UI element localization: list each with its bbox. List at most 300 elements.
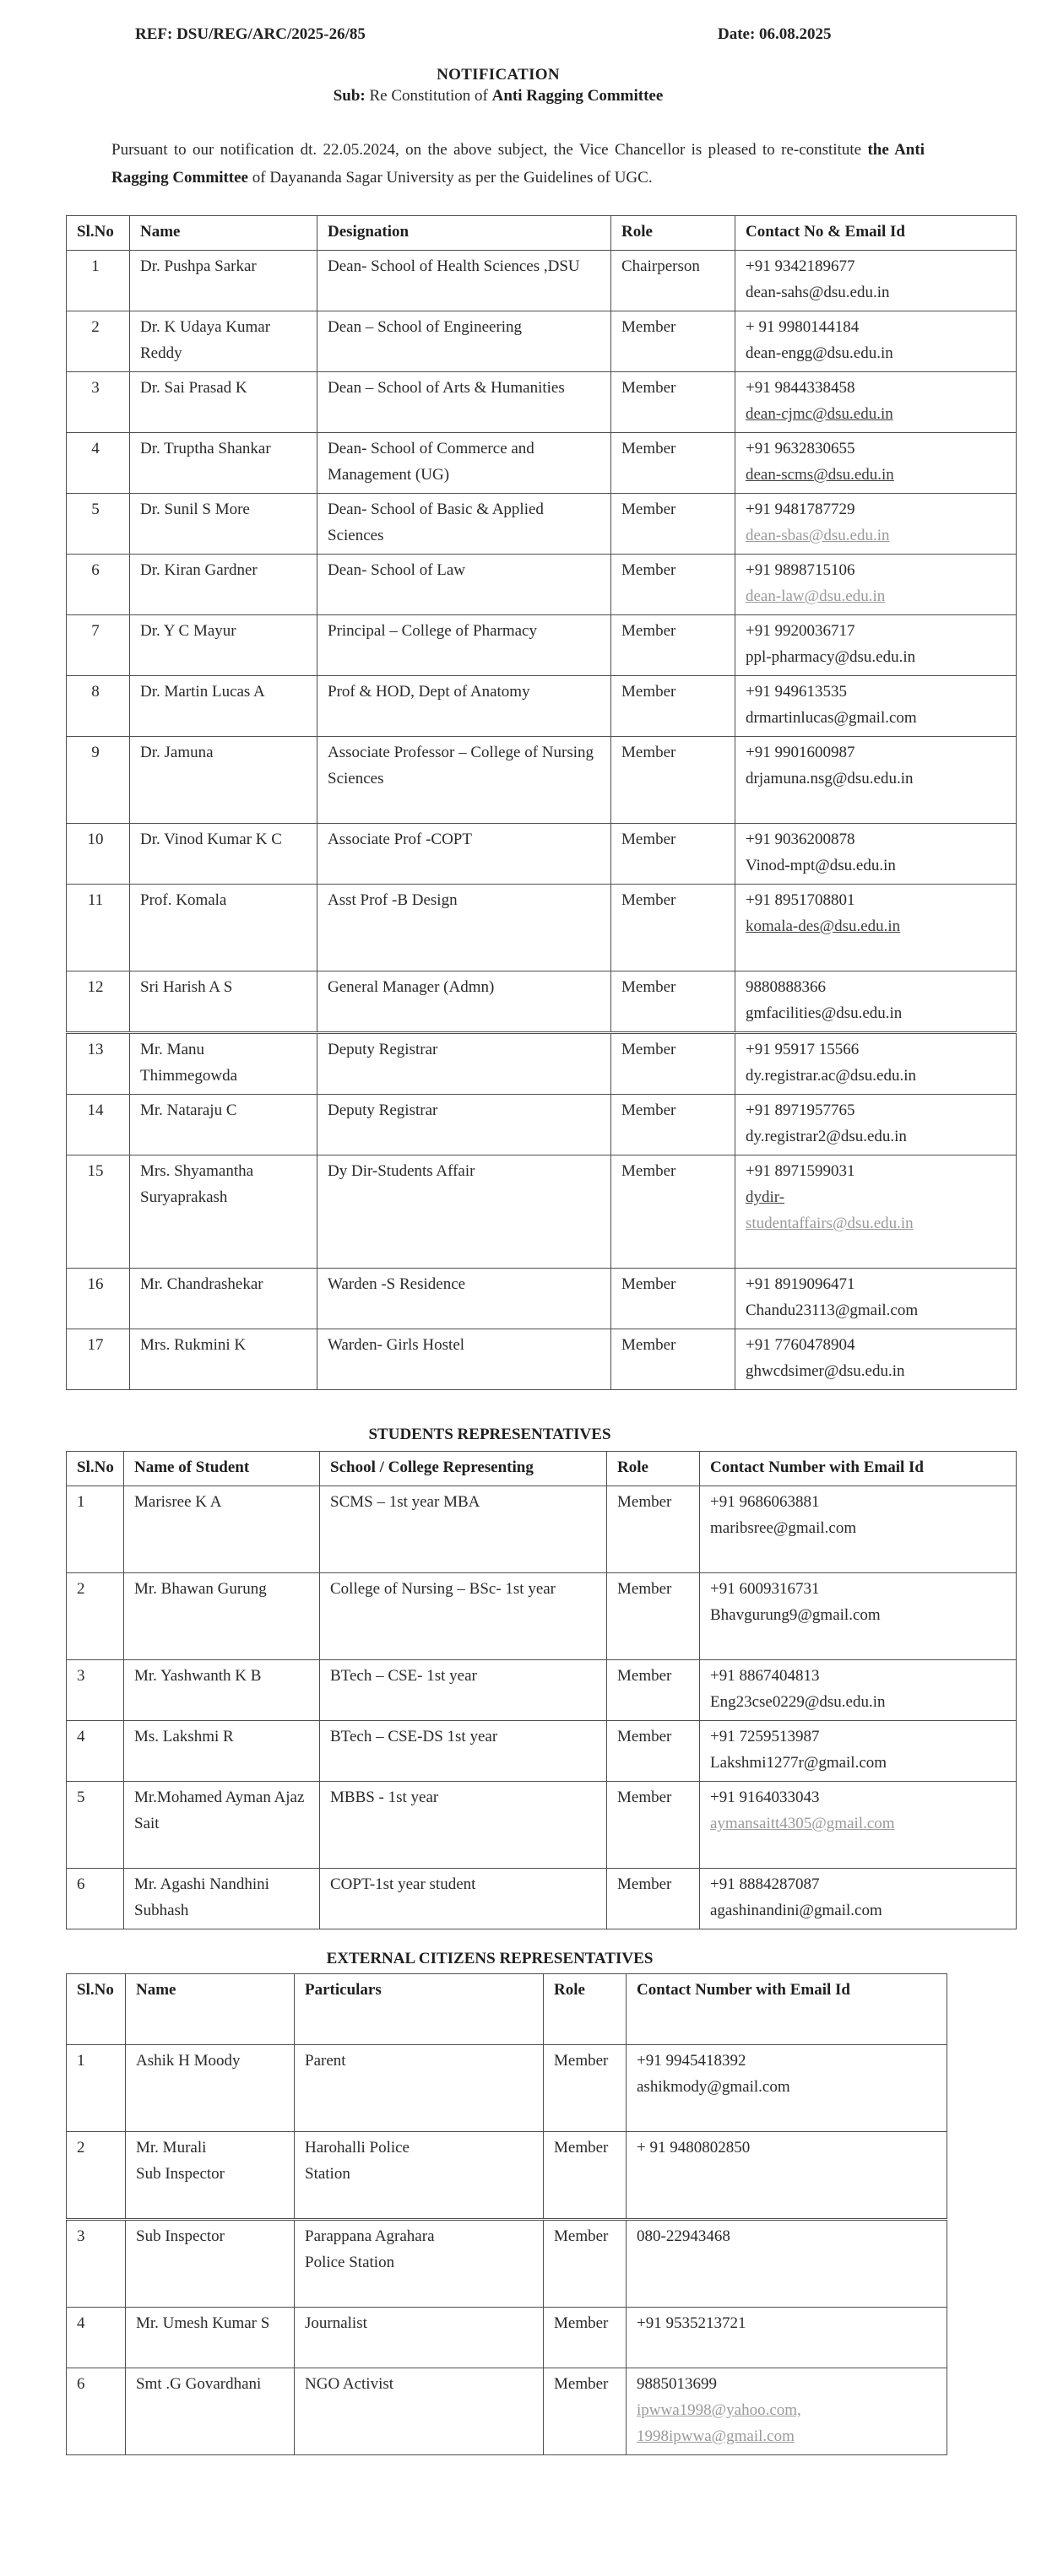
table-cell	[317, 615, 611, 676]
cell-line: +91 95917 15566	[746, 1041, 860, 1058]
cell-line: +91 8971957765	[746, 1101, 855, 1119]
cell-line: Member	[621, 978, 676, 996]
cell-line: 2	[77, 2139, 85, 2157]
table-cell	[320, 1486, 607, 1573]
cell-line: Dr. Vinod Kumar K C	[140, 831, 282, 848]
cell-line: Member	[554, 2375, 609, 2393]
table-row	[67, 737, 1017, 824]
cell-line: SCMS – 1st year MBA	[330, 1493, 480, 1511]
cell-line	[746, 1237, 1007, 1263]
cell-line: Member	[621, 561, 676, 579]
cell-line: Member	[621, 1101, 676, 1119]
column-header: Particulars	[295, 1974, 544, 2045]
cell-line: General Manager (Admn)	[328, 978, 495, 996]
document-header	[0, 0, 1047, 44]
cell-line: Member	[617, 1789, 672, 1806]
table-cell	[126, 2045, 295, 2132]
ref-number: REF: DSU/REG/ARC/2025-26/85	[135, 25, 366, 43]
table-cell	[67, 311, 130, 372]
email-link: ipwwa1998@yahoo.com,	[637, 2401, 801, 2419]
email-link: dean-cjmc@dsu.edu.in	[746, 405, 893, 423]
cell-line: 11	[87, 891, 104, 909]
table-cell	[67, 1269, 130, 1329]
cell-line: 3	[77, 2227, 85, 2245]
cell-line	[710, 1837, 1007, 1863]
table-row	[67, 1486, 1017, 1573]
table-cell	[627, 2132, 947, 2220]
table-cell	[607, 1573, 700, 1660]
table-cell	[317, 555, 611, 615]
cell-line: Member	[621, 622, 676, 640]
table-cell	[700, 1573, 1017, 1660]
cell-line: +91 9920036717	[746, 622, 855, 640]
table-row	[67, 2368, 947, 2455]
table-cell	[67, 2132, 126, 2220]
cell-line: Station	[305, 2165, 350, 2183]
cell-line: Dean- School of Health Sciences ,DSU	[328, 257, 580, 275]
table-cell	[320, 1721, 607, 1782]
cell-line: +91 8919096471	[746, 1275, 855, 1293]
cell-line: 9885013699	[637, 2375, 717, 2393]
table-cell	[611, 494, 735, 555]
table-cell	[130, 1155, 317, 1269]
cell-line: + 91 9980144184	[746, 318, 860, 336]
table-cell	[67, 1782, 124, 1869]
table-cell	[67, 555, 130, 615]
column-header: Role	[607, 1452, 700, 1486]
table-row	[67, 971, 1017, 1033]
table-cell	[130, 676, 317, 737]
cell-line: Mr. Umesh Kumar S	[136, 2314, 270, 2332]
subject-label: Sub:	[333, 87, 366, 105]
cell-line: Associate Professor – College of Nursing Sciences	[328, 744, 594, 787]
cell-line: 3	[91, 379, 100, 397]
cell-line: 9880888366	[746, 978, 826, 996]
table-row	[67, 885, 1017, 971]
email-link: dean-scms@dsu.edu.in	[746, 466, 894, 484]
table-cell	[735, 311, 1017, 372]
cell-line: Vinod-mpt@dsu.edu.in	[746, 857, 896, 874]
cell-line: Sri Harish A S	[140, 978, 233, 996]
cell-line: Thimmegowda	[140, 1067, 238, 1085]
column-header: Sl.No	[67, 1452, 124, 1486]
table-cell	[611, 372, 735, 433]
table-cell	[295, 2045, 544, 2132]
column-header: Sl.No	[67, 1974, 126, 2045]
intro-text-bold: the Anti Ragging Committee	[111, 141, 925, 187]
cell-line: BTech – CSE- 1st year	[330, 1667, 477, 1685]
cell-line: Member	[617, 1667, 672, 1685]
table-cell	[544, 2368, 627, 2455]
cell-line: +91 9686063881	[710, 1493, 820, 1511]
table-cell	[317, 494, 611, 555]
cell-line: Ms. Lakshmi R	[134, 1728, 234, 1745]
table-cell	[130, 1095, 317, 1155]
cell-line: Harohalli Police	[305, 2139, 410, 2157]
table-cell	[124, 1486, 320, 1573]
email-link: dydir-	[746, 1188, 785, 1206]
table-cell	[67, 433, 130, 494]
table-cell	[611, 971, 735, 1033]
table-cell	[130, 433, 317, 494]
cell-line: +91 9945418392	[637, 2052, 746, 2070]
cell-line: Member	[621, 1275, 676, 1293]
notification-title: NOTIFICATION	[437, 66, 560, 84]
cell-line: +91 9481787729	[746, 501, 855, 518]
cell-line: +91 8867404813	[710, 1667, 820, 1685]
cell-line: Dr. K Udaya Kumar Reddy	[140, 318, 271, 362]
table-cell	[130, 251, 317, 311]
table-cell	[611, 1329, 735, 1390]
table-cell	[126, 2132, 295, 2220]
table-cell	[544, 2132, 627, 2220]
cell-line: Police Station	[305, 2254, 395, 2271]
table-row	[67, 824, 1017, 885]
cell-line: Mr. Manu	[140, 1041, 204, 1058]
table-cell	[320, 1869, 607, 1929]
table-cell	[67, 1660, 124, 1721]
column-header: Contact Number with Email Id	[627, 1974, 947, 2045]
table-cell	[67, 1329, 130, 1390]
table-cell	[735, 615, 1017, 676]
cell-line: 4	[91, 440, 100, 457]
cell-line: 3	[77, 1667, 85, 1685]
table-cell	[700, 1721, 1017, 1782]
table-cell	[611, 885, 735, 971]
table-cell	[124, 1660, 320, 1721]
table-cell	[735, 1329, 1017, 1390]
column-header: Role	[611, 216, 735, 251]
table-cell	[735, 737, 1017, 824]
cell-line: Member	[621, 683, 676, 701]
table-cell	[735, 372, 1017, 433]
cell-line: MBBS - 1st year	[330, 1789, 439, 1806]
table-row	[67, 555, 1017, 615]
table-row	[67, 1155, 1017, 1269]
cell-line: Dy Dir-Students Affair	[328, 1162, 475, 1180]
cell-line: 6	[77, 1875, 85, 1893]
cell-line	[637, 2336, 938, 2362]
cell-line: Journalist	[305, 2314, 367, 2332]
table-cell	[67, 372, 130, 433]
table-cell	[317, 1033, 611, 1095]
cell-line	[637, 2276, 938, 2302]
cell-line: Member	[617, 1580, 672, 1598]
table-cell	[317, 1329, 611, 1390]
table-cell	[126, 2220, 295, 2308]
cell-line	[710, 1628, 1007, 1654]
cell-line: +91 6009316731	[710, 1580, 820, 1598]
cell-line: drjamuna.nsg@dsu.edu.in	[746, 770, 914, 787]
cell-line: 14	[87, 1101, 104, 1119]
table-cell	[317, 433, 611, 494]
table-cell	[67, 885, 130, 971]
table-cell	[67, 615, 130, 676]
external-section-title: EXTERNAL CITIZENS REPRESENTATIVES	[326, 1950, 654, 1967]
table-cell	[67, 737, 130, 824]
table-cell	[317, 676, 611, 737]
cell-line: COPT-1st year student	[330, 1875, 476, 1893]
cell-line: Dean – School of Engineering	[328, 318, 523, 336]
cell-line: Member	[621, 744, 676, 761]
column-header: School / College Representing	[320, 1452, 607, 1486]
table-cell	[611, 615, 735, 676]
table-cell	[735, 885, 1017, 971]
cell-line: +91 8951708801	[746, 891, 855, 909]
table-cell	[735, 494, 1017, 555]
cell-line: 16	[87, 1275, 104, 1293]
cell-line: +91 9898715106	[746, 561, 855, 579]
cell-line: Member	[617, 1493, 672, 1511]
table-row	[67, 311, 1017, 372]
table-row	[67, 615, 1017, 676]
table-cell	[607, 1721, 700, 1782]
table-cell	[130, 824, 317, 885]
table-cell	[317, 372, 611, 433]
cell-line: 6	[77, 2375, 85, 2393]
cell-line: +91 7760478904	[746, 1336, 855, 1354]
cell-line: Chandu23113@gmail.com	[746, 1302, 919, 1319]
table-cell	[67, 676, 130, 737]
cell-line: Member	[621, 318, 676, 336]
cell-line: gmfacilities@dsu.edu.in	[746, 1004, 903, 1022]
table-cell	[67, 824, 130, 885]
table-cell	[130, 1269, 317, 1329]
cell-line: Mrs. Rukmini K	[140, 1336, 247, 1354]
email-link: 1998ipwwa@gmail.com	[637, 2427, 795, 2445]
cell-line: Dean – School of Arts & Humanities	[328, 379, 565, 397]
cell-line: Dr. Kiran Gardner	[140, 561, 258, 579]
table-cell	[317, 885, 611, 971]
cell-line: Mr. Yashwanth K B	[134, 1667, 262, 1685]
table-cell	[67, 251, 130, 311]
table-cell	[320, 1573, 607, 1660]
cell-line: 2	[91, 318, 100, 336]
table-cell	[317, 737, 611, 824]
cell-line: +91 7259513987	[710, 1728, 820, 1745]
table-cell	[611, 251, 735, 311]
cell-line: Sub Inspector	[136, 2227, 225, 2245]
column-header: Sl.No	[67, 216, 130, 251]
table-cell	[67, 1721, 124, 1782]
cell-line: +91 9342189677	[746, 257, 855, 275]
table-cell	[67, 1869, 124, 1929]
email-link: aymansaitt4305@gmail.com	[710, 1815, 895, 1832]
table-cell	[607, 1782, 700, 1869]
cell-line: Smt .G Govardhani	[136, 2375, 262, 2393]
table-cell	[67, 1573, 124, 1660]
cell-line: Prof. Komala	[140, 891, 227, 909]
cell-line: +91 9632830655	[746, 440, 855, 457]
table-cell	[320, 1782, 607, 1869]
table-cell	[735, 971, 1017, 1033]
cell-line: + 91 9480802850	[637, 2139, 751, 2157]
cell-line: Ashik H Moody	[136, 2052, 241, 2070]
cell-line: Member	[621, 440, 676, 457]
column-header: Name	[126, 1974, 295, 2045]
table-cell	[544, 2045, 627, 2132]
table-cell	[700, 1660, 1017, 1721]
table-cell	[317, 1155, 611, 1269]
cell-line: Member	[621, 831, 676, 848]
table-cell	[611, 1033, 735, 1095]
cell-line: 12	[87, 978, 104, 996]
subject-text: Re Constitution of	[365, 87, 492, 105]
email-link: dean-sbas@dsu.edu.in	[746, 527, 890, 544]
table-cell	[700, 1782, 1017, 1869]
table-row	[67, 2308, 947, 2368]
table-cell	[611, 737, 735, 824]
table-cell	[611, 433, 735, 494]
cell-line: 15	[87, 1162, 104, 1180]
table-cell	[130, 615, 317, 676]
cell-line: Mr. Chandrashekar	[140, 1275, 263, 1293]
cell-line: Dr. Truptha Shankar	[140, 440, 271, 457]
table-cell	[295, 2368, 544, 2455]
table-row	[67, 1660, 1017, 1721]
cell-line: Marisree K A	[134, 1493, 222, 1511]
table-cell	[735, 1269, 1017, 1329]
cell-line: 1	[91, 257, 100, 275]
table-cell	[611, 1269, 735, 1329]
cell-line: +91 9844338458	[746, 379, 855, 397]
intro-text-post: of Dayananda Sagar University as per the Guidelines of UGC.	[248, 169, 653, 187]
table-cell	[317, 1269, 611, 1329]
table-cell	[67, 1155, 130, 1269]
cell-line: Dr. Martin Lucas A	[140, 683, 265, 701]
cell-line: Member	[554, 2227, 609, 2245]
table-cell	[735, 1155, 1017, 1269]
cell-line: dy.registrar2@dsu.edu.in	[746, 1128, 907, 1145]
table-cell	[317, 1095, 611, 1155]
cell-line: +91 8884287087	[710, 1875, 820, 1893]
column-header: Contact Number with Email Id	[700, 1452, 1017, 1486]
email-link: studentaffairs@dsu.edu.in	[746, 1215, 914, 1232]
table-cell	[627, 2220, 947, 2308]
cell-line: 9	[91, 744, 100, 761]
column-header: Role	[544, 1974, 627, 2045]
cell-line: Dean- School of Commerce and Management (UG)	[328, 440, 534, 484]
table-cell	[130, 1329, 317, 1390]
cell-line: Dr. Sunil S More	[140, 501, 250, 518]
table-cell	[611, 555, 735, 615]
cell-line	[637, 2161, 938, 2187]
external-table	[66, 1973, 947, 2455]
table-row	[67, 1782, 1017, 1869]
table-row	[67, 1329, 1017, 1390]
cell-line: dy.registrar.ac@dsu.edu.in	[746, 1067, 916, 1085]
table-cell	[607, 1486, 700, 1573]
table-cell	[295, 2220, 544, 2308]
table-cell	[67, 2045, 126, 2132]
cell-line: Dr. Jamuna	[140, 744, 214, 761]
table-cell	[317, 311, 611, 372]
cell-line: 2	[77, 1580, 85, 1598]
table-row	[67, 1033, 1017, 1095]
cell-line: 5	[77, 1789, 85, 1806]
table-cell	[607, 1869, 700, 1929]
table-row	[67, 2045, 947, 2132]
cell-line: Eng23cse0229@dsu.edu.in	[710, 1693, 886, 1711]
table-cell	[627, 2368, 947, 2455]
cell-line: ghwcdsimer@dsu.edu.in	[746, 1362, 905, 1380]
cell-line: 4	[77, 2314, 85, 2332]
table-cell	[627, 2045, 947, 2132]
table-cell	[130, 737, 317, 824]
cell-line: Mr. Murali	[136, 2139, 207, 2157]
table-cell	[67, 971, 130, 1033]
cell-line: Warden -S Residence	[328, 1275, 466, 1293]
cell-line: Member	[617, 1728, 672, 1745]
cell-line: 8	[91, 683, 100, 701]
table-row	[67, 1269, 1017, 1329]
table-cell	[130, 1033, 317, 1095]
students-section-title: STUDENTS REPRESENTATIVES	[368, 1426, 611, 1443]
table-cell	[544, 2308, 627, 2368]
committee-table	[66, 215, 1017, 1390]
table-row	[67, 433, 1017, 494]
table-row	[67, 1573, 1017, 1660]
column-header: Name of Student	[124, 1452, 320, 1486]
cell-line: Member	[554, 2139, 609, 2157]
table-cell	[611, 1155, 735, 1269]
table-cell	[735, 676, 1017, 737]
cell-line: Principal – College of Pharmacy	[328, 622, 537, 640]
table-cell	[130, 885, 317, 971]
column-header: Designation	[317, 216, 611, 251]
table-row	[67, 494, 1017, 555]
table-cell	[317, 251, 611, 311]
table-cell	[735, 1033, 1017, 1095]
cell-line: Mr. Bhawan Gurung	[134, 1580, 267, 1598]
table-cell	[67, 2220, 126, 2308]
cell-line: Asst Prof -B Design	[328, 891, 458, 909]
cell-line: Sub Inspector	[136, 2165, 225, 2183]
table-cell	[735, 433, 1017, 494]
cell-line: Parappana Agrahara	[305, 2227, 435, 2245]
cell-line: Member	[621, 501, 676, 518]
cell-line: College of Nursing – BSc- 1st year	[330, 1580, 556, 1598]
table-cell	[67, 1033, 130, 1095]
cell-line: 13	[87, 1041, 104, 1058]
table-row	[67, 1869, 1017, 1929]
cell-line: Member	[621, 1041, 676, 1058]
table-row	[67, 2132, 947, 2220]
table-cell	[67, 494, 130, 555]
cell-line: +91 949613535	[746, 683, 847, 701]
cell-line: +91 9164033043	[710, 1789, 820, 1806]
cell-line: Member	[621, 1162, 676, 1180]
table-cell	[124, 1782, 320, 1869]
cell-line: Member	[554, 2314, 609, 2332]
table-cell	[611, 311, 735, 372]
column-header: Name	[130, 216, 317, 251]
table-cell	[295, 2308, 544, 2368]
cell-line: Dr. Sai Prasad K	[140, 379, 247, 397]
intro-paragraph	[111, 136, 925, 192]
cell-line: maribsree@gmail.com	[710, 1519, 857, 1537]
cell-line: drmartinlucas@gmail.com	[746, 709, 917, 727]
table-cell	[67, 1095, 130, 1155]
cell-line: 4	[77, 1728, 85, 1745]
cell-line: Lakshmi1277r@gmail.com	[710, 1754, 887, 1772]
cell-line: 10	[87, 831, 104, 848]
table-cell	[67, 2368, 126, 2455]
cell-line: +91 8971599031	[746, 1162, 855, 1180]
cell-line: 17	[87, 1336, 104, 1354]
table-cell	[126, 2368, 295, 2455]
table-row	[67, 1095, 1017, 1155]
